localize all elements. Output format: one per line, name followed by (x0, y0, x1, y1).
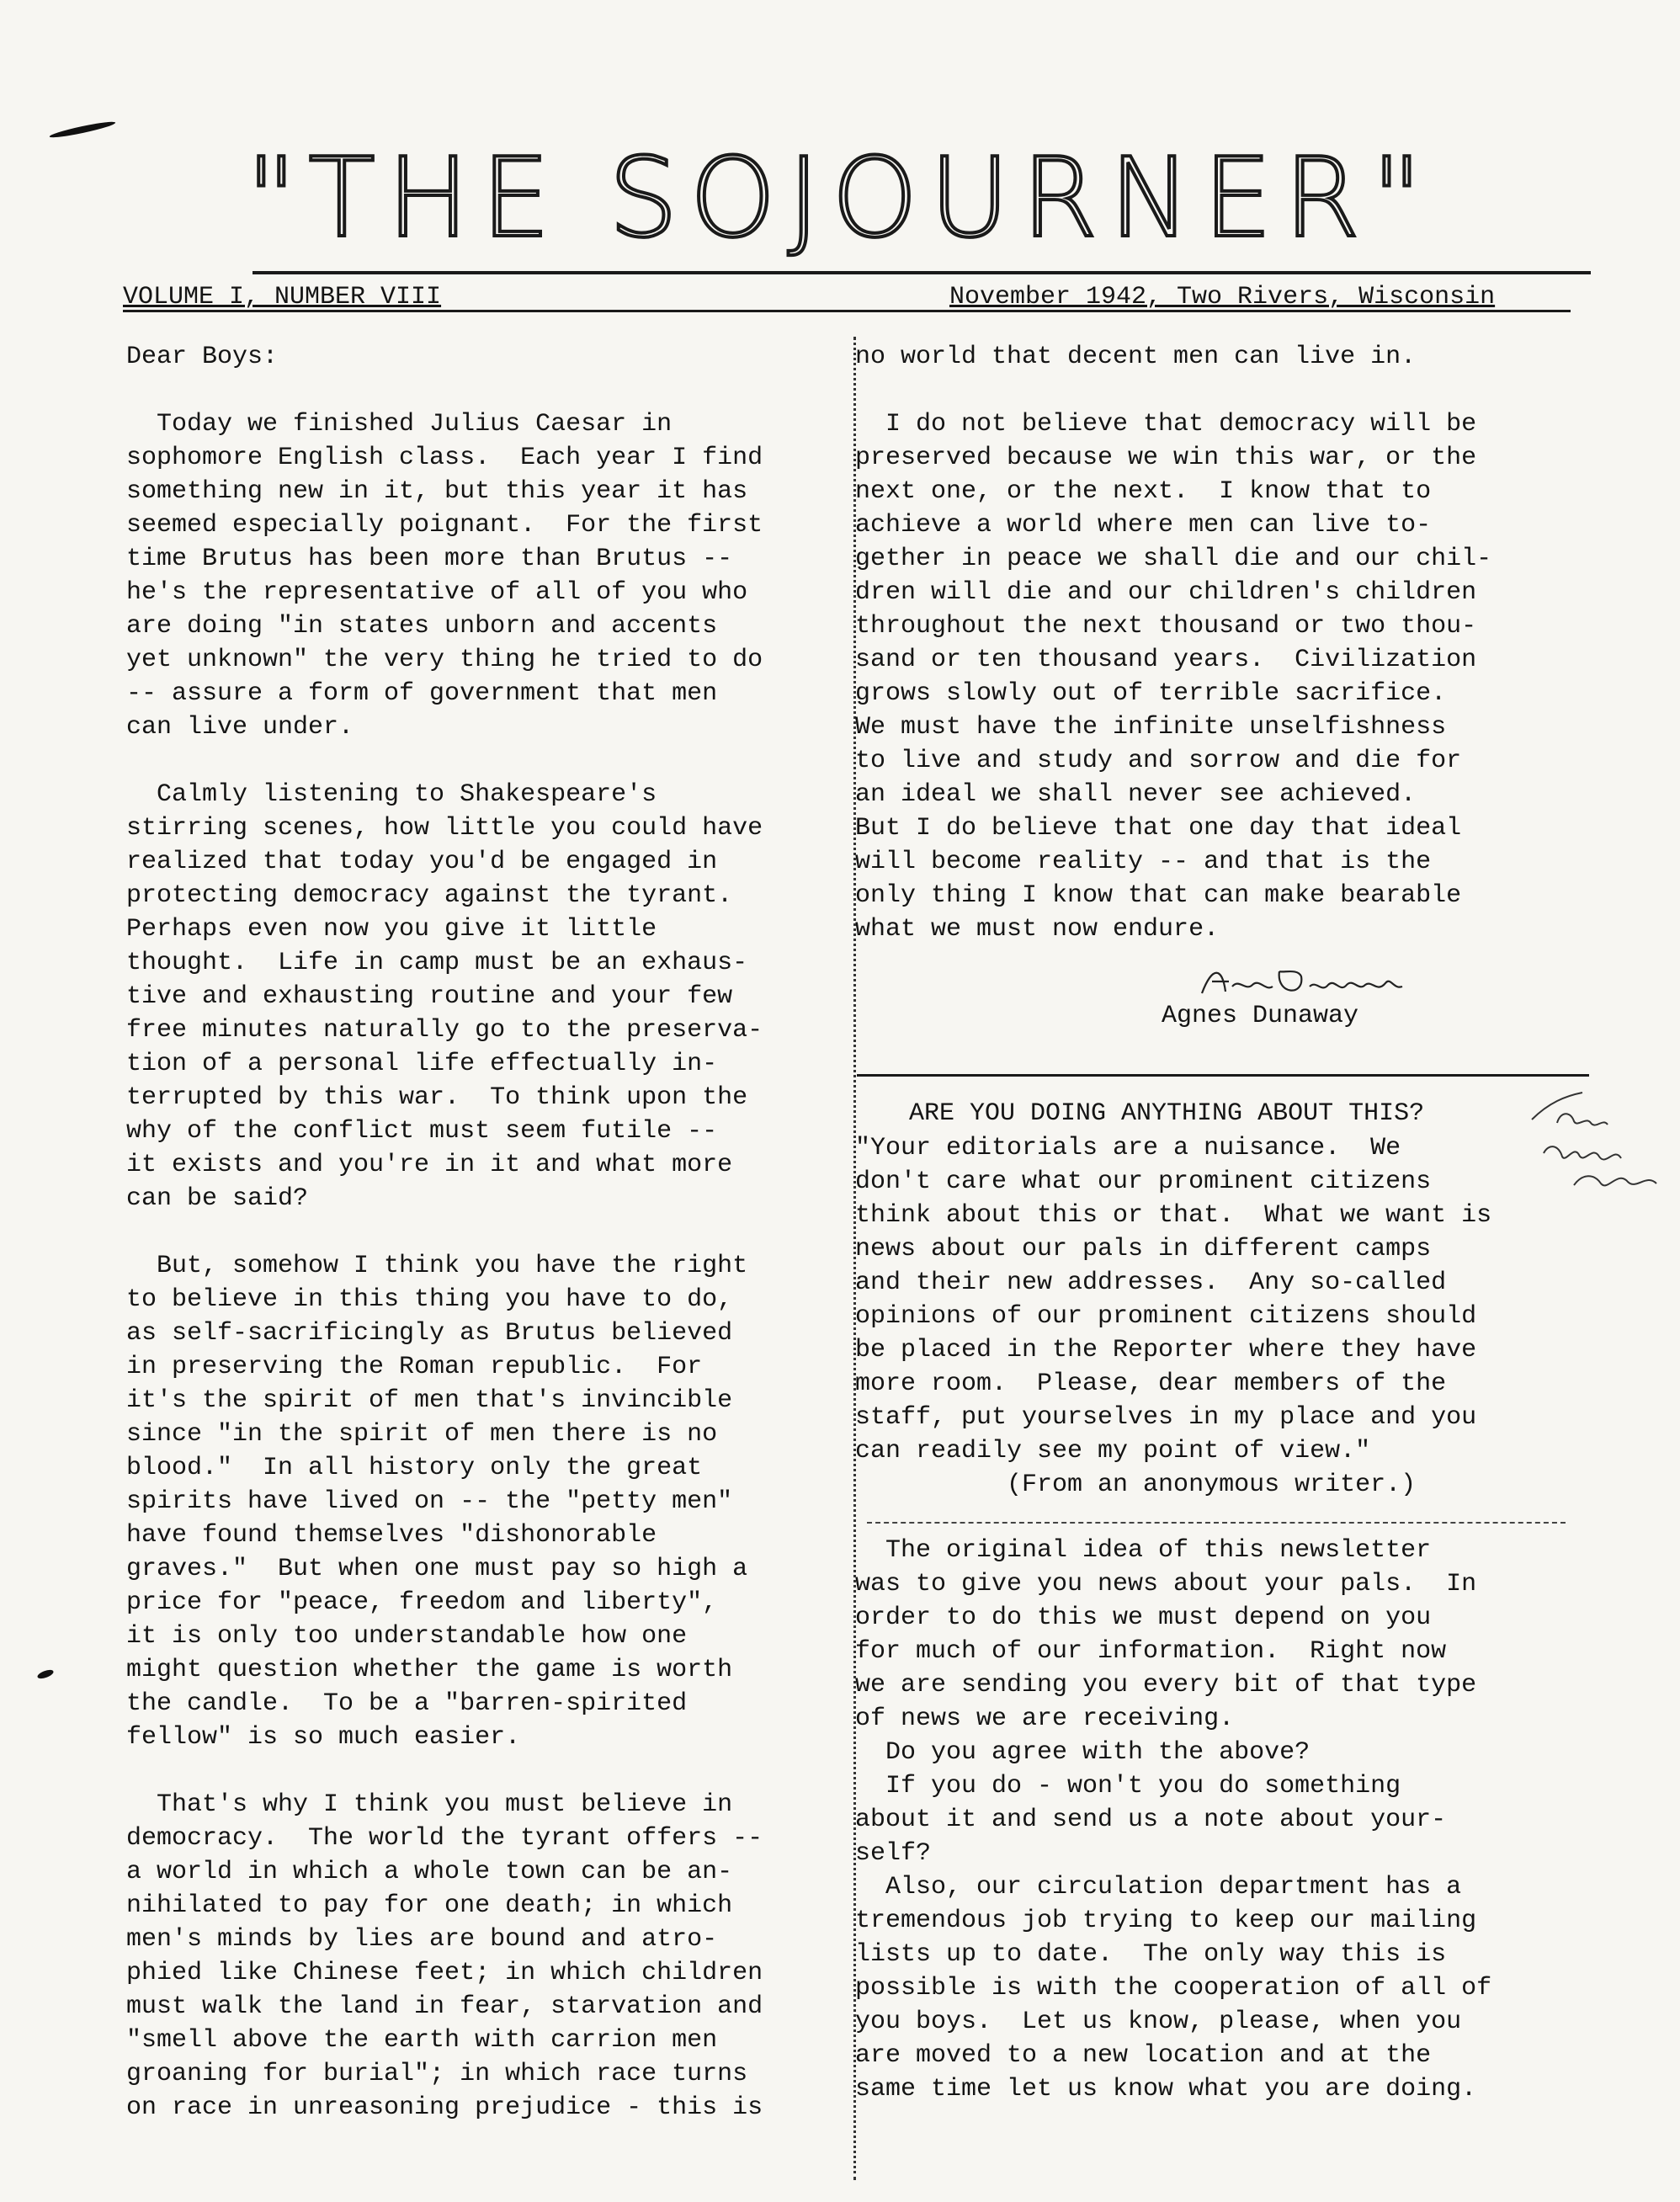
text-line (126, 374, 850, 407)
section-rule (857, 1074, 1589, 1077)
text-line: and their new addresses. Any so-called (855, 1269, 1447, 1297)
text-line: "Your editorials are a nuisance. We (855, 1134, 1401, 1162)
text-line: seemed especially poignant. For the first (126, 511, 763, 540)
text-line: was to give you news about your pals. In (855, 1570, 1477, 1598)
text-line: are doing "in states unborn and accents (126, 612, 718, 641)
text-line: something new in it, but this year it has (126, 477, 748, 506)
text-line: terrupted by this war. To think upon the (126, 1083, 748, 1112)
text-line: order to do this we must depend on you (855, 1604, 1432, 1632)
header-rule (123, 310, 1571, 312)
text-line: stirring scenes, how little you could have (126, 814, 763, 843)
text-line: thought. Life in camp must be an exhaus- (126, 949, 748, 977)
text-line: If you do - won't you do something (855, 1772, 1401, 1800)
text-line: protecting democracy against the tyrant. (126, 881, 733, 910)
text-line: Today we finished Julius Caesar in (126, 410, 673, 439)
text-line: tive and exhausting routine and your few (126, 982, 733, 1011)
text-line: free minutes naturally go to the preserva- (126, 1016, 763, 1045)
text-line: gether in peace we shall die and our chil- (855, 545, 1492, 573)
text-line (126, 1215, 850, 1249)
text-line: he's the representative of all of you who (126, 578, 748, 607)
text-line: spirits have lived on -- the "petty men" (126, 1487, 733, 1516)
text-line: think about this or that. What we want is (855, 1201, 1492, 1230)
text-line: dren will die and our children's children (855, 578, 1477, 607)
text-line: opinions of our prominent citizens should (855, 1302, 1477, 1331)
left-column (126, 340, 850, 2125)
text-line: it is only too understandable how one (126, 1622, 688, 1651)
text-line: as self-sacrificingly as Brutus believed (126, 1319, 733, 1348)
text-line: the candle. To be a "barren-spirited (126, 1689, 688, 1718)
text-line: That's why I think you must believe in (126, 1790, 733, 1819)
text-line: be placed in the Reporter where they have (855, 1336, 1477, 1364)
right-column-notice (855, 1534, 1596, 2106)
section-headline: ARE YOU DOING ANYTHING ABOUT THIS? (909, 1099, 1425, 1128)
text-line: on race in unreasoning prejudice - this is (126, 2093, 763, 2122)
text-line: Also, our circulation department has a (855, 1873, 1462, 1901)
right-column-top (855, 340, 1596, 946)
text-line: we are sending you every bit of that type (855, 1671, 1477, 1699)
text-line: phied like Chinese feet; in which children (126, 1959, 763, 1987)
text-line: must walk the land in fear, starvation and (126, 1992, 763, 2021)
text-line: it's the spirit of men that's invincible (126, 1386, 733, 1415)
text-line: to believe in this thing you have to do, (126, 1285, 733, 1314)
text-line: a world in which a whole town can be an- (126, 1858, 733, 1886)
masthead-title: "THE SOJOURNER" (246, 134, 1434, 262)
text-line: yet unknown" the very thing he tried to do (126, 646, 763, 674)
text-line: I do not believe that democracy will be (855, 410, 1477, 439)
text-line: can live under. (126, 713, 354, 742)
text-line: what we must now endure. (855, 915, 1220, 944)
text-line: lists up to date. The only way this is (855, 1940, 1447, 1969)
text-line: are moved to a new location and at the (855, 2041, 1432, 2070)
text-line: The original idea of this newsletter (855, 1536, 1432, 1565)
text-line: Calmly listening to Shakespeare's (126, 780, 657, 809)
volume-number: VOLUME I, NUMBER VIII (123, 283, 442, 311)
text-line: since "in the spirit of men there is no (126, 1420, 718, 1449)
text-line (126, 1754, 850, 1788)
text-line: price for "peace, freedom and liberty", (126, 1588, 718, 1617)
text-line: fellow" is so much easier. (126, 1723, 521, 1752)
text-line: blood." In all history only the great (126, 1454, 703, 1482)
text-line: democracy. The world the tyrant offers -- (126, 1824, 763, 1853)
text-line: graves." But when one must pay so high a (126, 1555, 748, 1583)
text-line: have found themselves "dishonorable (126, 1521, 657, 1550)
text-line: staff, put yourselves in my place and you (855, 1403, 1477, 1432)
text-line: might question whether the game is worth (126, 1656, 733, 1684)
text-line: why of the conflict must seem futile -- (126, 1117, 718, 1146)
typed-signature: Agnes Dunaway (1162, 1002, 1359, 1030)
text-line: We must have the infinite unselfishness (855, 713, 1447, 742)
text-line: you boys. Let us know, please, when you (855, 2008, 1462, 2036)
text-line: achieve a world where men can live to- (855, 511, 1432, 540)
text-line: to live and study and sorrow and die for (855, 747, 1462, 775)
right-column-letter (855, 1131, 1596, 1502)
text-line: But I do believe that one day that ideal (855, 814, 1462, 843)
text-line: preserved because we win this war, or the (855, 444, 1477, 472)
text-line: groaning for burial"; in which race turns (126, 2060, 748, 2088)
text-line (855, 374, 1596, 407)
text-line: "smell above the earth with carrion men (126, 2026, 718, 2055)
handwritten-signature (1195, 961, 1414, 1003)
masthead-rule (253, 271, 1591, 274)
text-line: sophomore English class. Each year I find (126, 444, 763, 472)
text-line: Dear Boys: (126, 343, 279, 371)
text-line: But, somehow I think you have the right (126, 1252, 748, 1280)
text-line: can readily see my point of view." (855, 1437, 1371, 1465)
ink-mark (36, 1668, 55, 1680)
text-line: news about our pals in different camps (855, 1235, 1432, 1263)
text-line: more room. Please, dear members of the (855, 1370, 1447, 1398)
text-line: don't care what our prominent citizens (855, 1167, 1432, 1196)
text-line: -- assure a form of government that men (126, 679, 718, 708)
dateline: November 1942, Two Rivers, Wisconsin (949, 283, 1496, 311)
text-line: can be said? (126, 1184, 309, 1213)
text-line: self? (855, 1839, 932, 1868)
ink-mark (49, 120, 116, 140)
text-line: throughout the next thousand or two thou- (855, 612, 1477, 641)
text-line: grows slowly out of terrible sacrifice. (855, 679, 1447, 708)
section-dashed-rule (867, 1522, 1566, 1524)
text-line: time Brutus has been more than Brutus -- (126, 545, 733, 573)
text-line: possible is with the cooperation of all of (855, 1974, 1492, 2003)
text-line: it exists and you're in it and what more (126, 1151, 733, 1179)
text-line: next one, or the next. I know that to (855, 477, 1432, 506)
text-line: Perhaps even now you give it little (126, 915, 657, 944)
text-line: same time let us know what you are doing. (855, 2075, 1477, 2104)
text-line: about it and send us a note about your- (855, 1806, 1447, 1834)
text-line: no world that decent men can live in. (855, 343, 1417, 371)
text-line: of news we are receiving. (855, 1705, 1235, 1733)
text-line: an ideal we shall never see achieved. (855, 780, 1417, 809)
text-line: only thing I know that can make bearable (855, 881, 1462, 910)
text-line: tremendous job trying to keep our mailing (855, 1907, 1477, 1935)
text-line: for much of our information. Right now (855, 1637, 1447, 1666)
text-line: Do you agree with the above? (855, 1738, 1311, 1767)
text-line: men's minds by lies are bound and atro- (126, 1925, 718, 1954)
text-line: tion of a personal life effectually in- (126, 1050, 718, 1078)
text-line: realized that today you'd be engaged in (126, 848, 718, 876)
text-line: will become reality -- and that is the (855, 848, 1432, 876)
text-line: sand or ten thousand years. Civilization (855, 646, 1477, 674)
text-line: in preserving the Roman republic. For (126, 1353, 703, 1381)
text-line: (From an anonymous writer.) (855, 1471, 1417, 1499)
text-line (126, 744, 850, 778)
text-line: nihilated to pay for one death; in which (126, 1891, 733, 1920)
